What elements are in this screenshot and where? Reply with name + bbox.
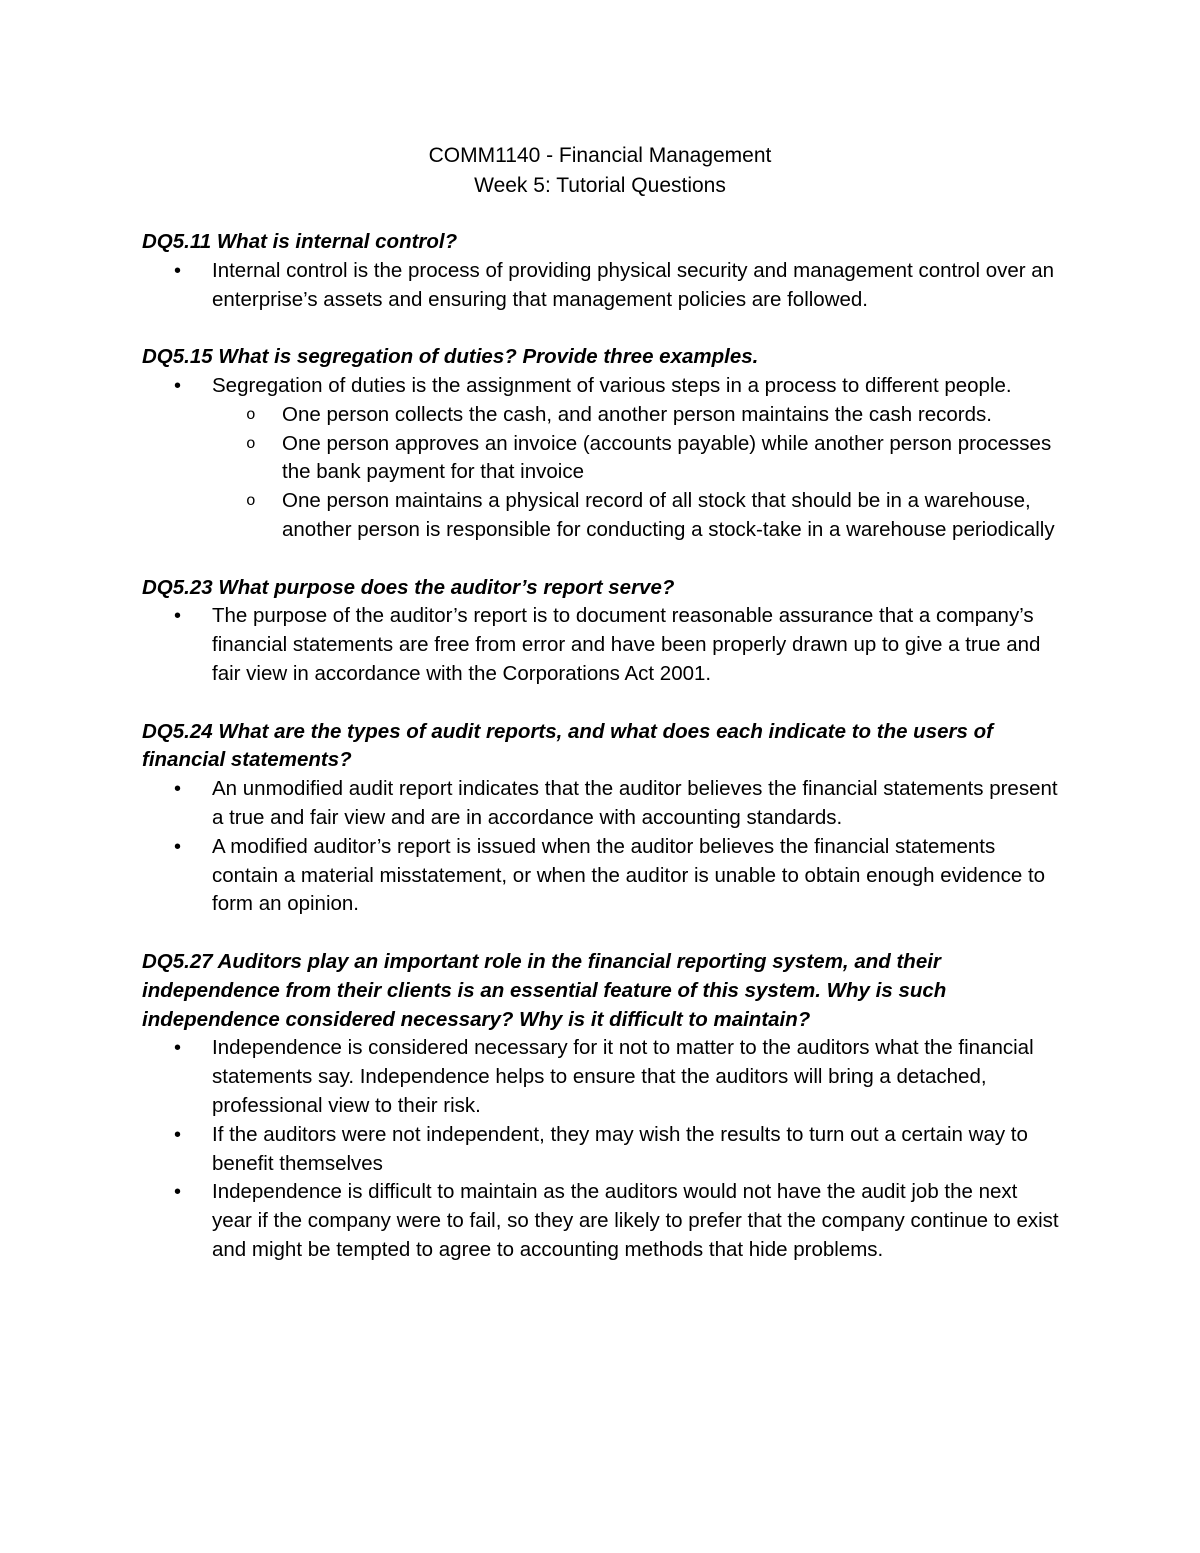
sub-bullet-icon: o (246, 405, 256, 424)
bullet-icon: • (174, 374, 182, 397)
answer-text: The purpose of the auditor’s report is to document reasonable assurance that a company’s financial statements are free from error and have been properly drawn up to give a true and fair view in accordance with the Corporations Act 2001. (212, 604, 1041, 685)
answer-item (142, 1034, 1062, 1120)
bullet-icon: • (174, 835, 182, 858)
question-section (142, 574, 1062, 689)
answer-text: Independence is difficult to maintain as the auditors would not have the audit job the next year if the company were to fail, so they are likely to prefer that the company continue to exist and might be tempted to agree to accounting methods that hide problems. (212, 1180, 1059, 1261)
answer-item (142, 602, 1062, 688)
sub-answer-item (212, 487, 1062, 545)
question-section (142, 228, 1062, 314)
title-block (0, 141, 1200, 201)
sub-answer-item (212, 401, 1062, 430)
sub-answer-text: One person maintains a physical record of all stock that should be in a warehouse, another person is responsible for conducting a stock-take in a warehouse periodically (282, 489, 1055, 541)
answer-list (142, 372, 1062, 545)
question-section (142, 343, 1062, 545)
answer-text: If the auditors were not independent, they may wish the results to turn out a certain way to benefit themselves (212, 1122, 1028, 1175)
question-heading: DQ5.27 Auditors play an important role in the financial reporting system, and their independence from their clients is an essential feature of this system. Why is such independence considered necessary? Why is it difficult to maintain? (142, 949, 947, 1031)
answer-item (142, 775, 1062, 833)
answer-item (142, 1121, 1062, 1179)
document-body (142, 228, 1062, 1293)
answer-item (142, 372, 1062, 545)
question-section (142, 718, 1062, 920)
question-heading: DQ5.15 What is segregation of duties? Provide three examples. (142, 345, 759, 369)
sub-bullet-icon: o (246, 434, 256, 453)
question-heading: DQ5.24 What are the types of audit reports, and what does each indicate to the users of financial statements? (142, 719, 993, 772)
question-section (142, 948, 1062, 1265)
answer-text: A modified auditor’s report is issued when the auditor believes the financial statements contain a material misstatement, or when the auditor is unable to obtain enough evidence to form an opinion. (212, 834, 1046, 916)
document-title: COMM1140 - Financial Management (428, 144, 772, 167)
answer-list (142, 775, 1062, 919)
document-subtitle: Week 5: Tutorial Questions (474, 174, 726, 197)
answer-list (142, 257, 1062, 315)
answer-text: An unmodified audit report indicates that the auditor believes the financial statements present a true and fair view and are in accordance with accounting standards. (212, 777, 1058, 829)
answer-text: Segregation of duties is the assignment of various steps in a process to different people. (212, 373, 1012, 397)
sub-answer-text: One person approves an invoice (accounts payable) while another person processes the bank payment for that invoice (282, 431, 1052, 484)
answer-text: Independence is considered necessary for it not to matter to the auditors what the financial statements say. Independence helps to ensure that the auditors will bring a detached, professional view to their risk. (212, 1036, 1034, 1117)
bullet-icon: • (174, 1037, 182, 1060)
answer-list (142, 1034, 1062, 1264)
bullet-icon: • (174, 1181, 182, 1204)
answer-item (142, 833, 1062, 919)
sub-bullet-icon: o (246, 492, 256, 511)
question-heading: DQ5.23 What purpose does the auditor’s report serve? (142, 575, 675, 599)
answer-text: Internal control is the process of providing physical security and management control over an enterprise’s assets and ensuring that management policies are followed. (212, 258, 1055, 311)
sub-answer-text: One person collects the cash, and another person maintains the cash records. (282, 402, 992, 426)
question-heading: DQ5.11 What is internal control? (142, 230, 458, 253)
bullet-icon: • (174, 259, 182, 282)
answer-item (142, 257, 1062, 315)
bullet-icon: • (174, 1123, 182, 1146)
sub-answer-list (212, 401, 1062, 545)
sub-answer-item (212, 430, 1062, 488)
answer-list (142, 602, 1062, 688)
bullet-icon: • (174, 778, 182, 801)
bullet-icon: • (174, 605, 182, 628)
answer-item (142, 1178, 1062, 1264)
